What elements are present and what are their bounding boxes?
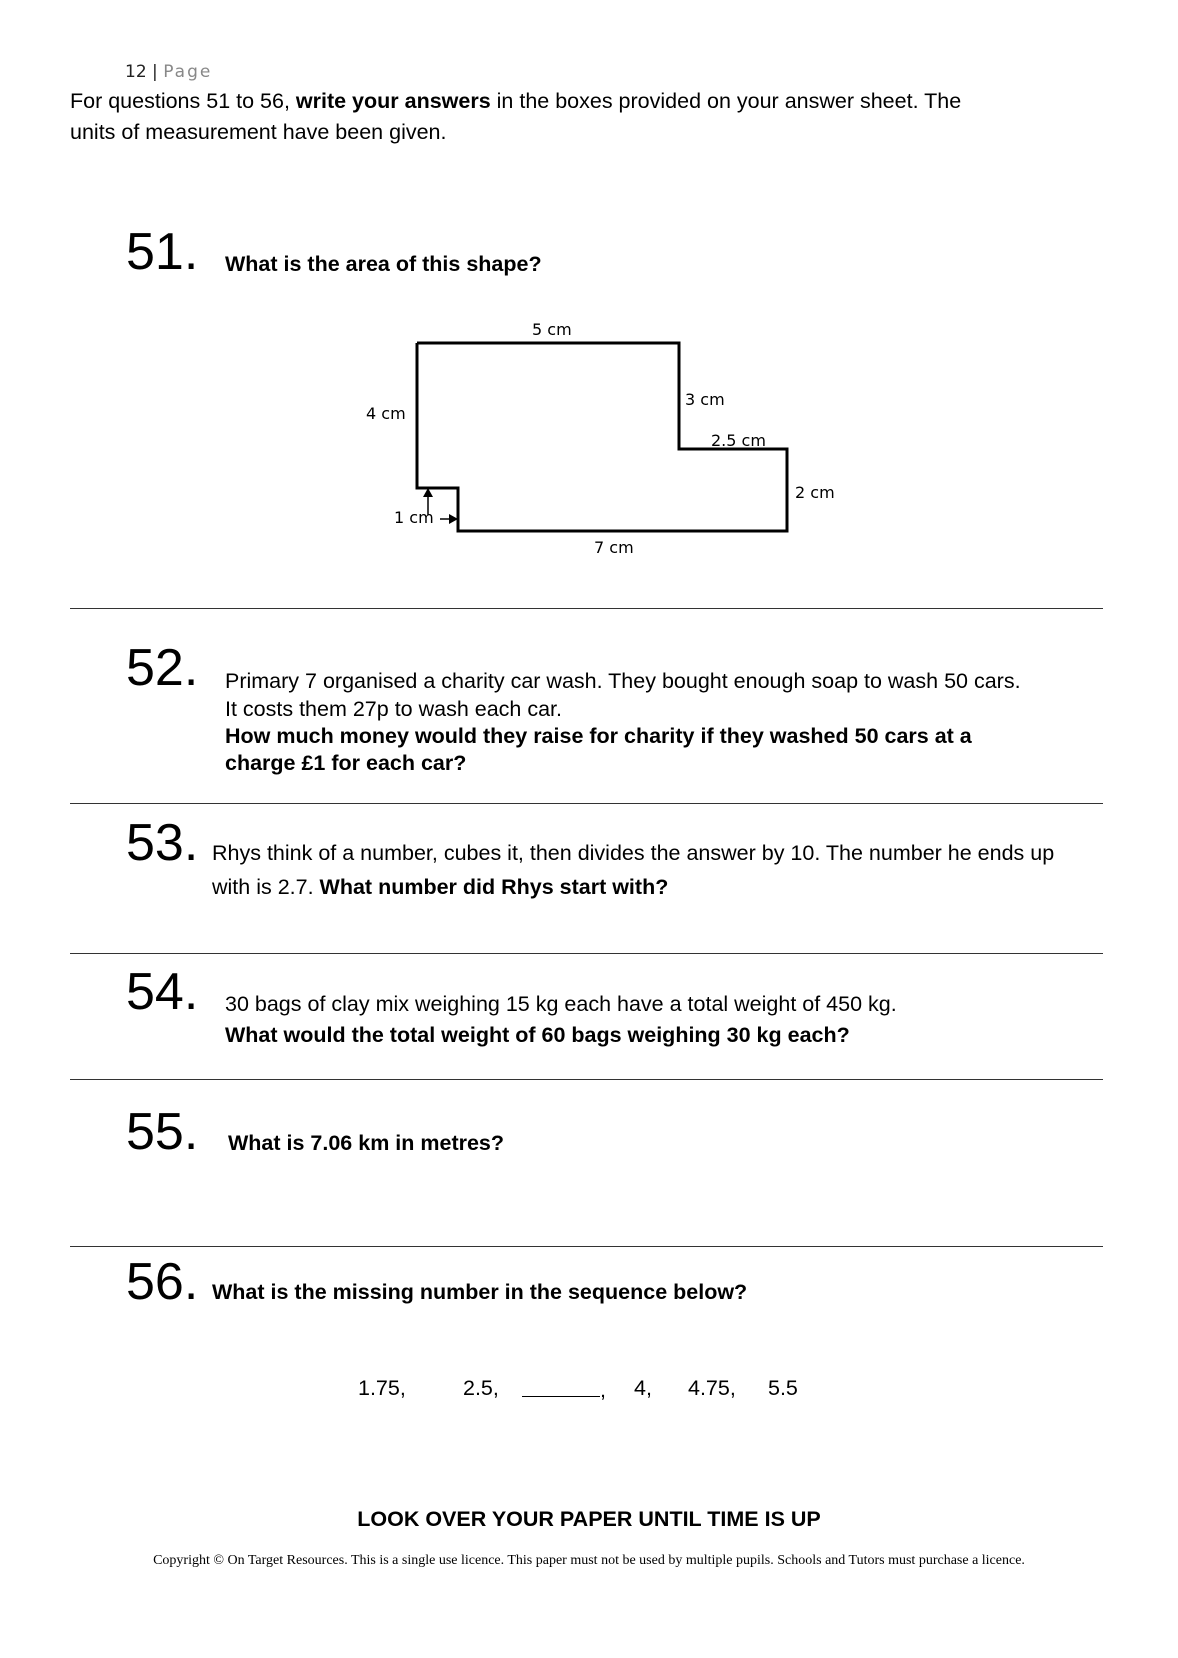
question-number-53: 53. xyxy=(126,814,199,872)
q53-pre: with is 2.7. xyxy=(212,875,320,899)
divider xyxy=(70,803,1103,804)
question-number-55: 55. xyxy=(126,1103,199,1161)
divider xyxy=(70,608,1103,609)
intro-pre: For questions 51 to 56, xyxy=(70,89,296,113)
question-number-51: 51. xyxy=(126,223,199,281)
page-sep: | xyxy=(152,62,158,82)
question-number-52: 52. xyxy=(126,639,199,697)
q53-bold: What number did Rhys start with? xyxy=(319,875,669,899)
question-51-text: What is the area of this shape? xyxy=(225,252,542,276)
question-52-line-1: Primary 7 organised a charity car wash. They bought enough soap to wash 50 cars. xyxy=(225,669,1021,693)
sequence-item: 5.5 xyxy=(768,1376,798,1400)
intro-bold: write your answers xyxy=(295,89,491,113)
label-step: 2.5 cm xyxy=(711,431,766,450)
divider xyxy=(70,1079,1103,1080)
blank-comma: , xyxy=(600,1378,606,1402)
label-top: 5 cm xyxy=(532,320,572,339)
copyright-notice: Copyright © On Target Resources. This is a single use licence. This paper must not be used by multiple pupils. Schools and Tutors must purchase a licence. xyxy=(153,1553,1025,1568)
question-52-bold-2: charge £1 for each car? xyxy=(225,751,467,775)
question-54-bold: What would the total weight of 60 bags weighing 30 kg each? xyxy=(225,1023,850,1047)
question-number-54: 54. xyxy=(126,963,199,1021)
page-num: 12 xyxy=(125,62,147,82)
label-notch: 1 cm xyxy=(394,508,434,527)
question-53-line-2 xyxy=(212,873,668,902)
label-bottom: 7 cm xyxy=(594,538,634,557)
question-52-bold-1: How much money would they raise for charity if they washed 50 cars at a xyxy=(225,724,972,748)
sequence-item: 4, xyxy=(634,1376,652,1400)
sequence-item: 1.75, xyxy=(358,1376,406,1400)
question-52-line-2: It costs them 27p to wash each car. xyxy=(225,697,563,721)
sequence-blank xyxy=(522,1376,606,1403)
sequence-item: 4.75, xyxy=(688,1376,736,1400)
label-right-upper: 3 cm xyxy=(685,390,725,409)
footer-instruction: LOOK OVER YOUR PAPER UNTIL TIME IS UP xyxy=(357,1507,821,1531)
question-53-line-1: Rhys think of a number, cubes it, then divides the answer by 10. The number he ends up xyxy=(212,841,1055,865)
question-number-56: 56. xyxy=(126,1253,199,1311)
label-left: 4 cm xyxy=(366,404,406,423)
divider xyxy=(70,1246,1103,1247)
label-right-lower: 2 cm xyxy=(795,483,835,502)
intro-post: in the boxes provided on your answer sheet. The xyxy=(490,89,962,113)
question-54-line-1: 30 bags of clay mix weighing 15 kg each have a total weight of 450 kg. xyxy=(225,992,897,1016)
page-label: Page xyxy=(163,62,213,82)
intro-line-2: units of measurement have been given. xyxy=(70,120,447,144)
question-55-text: What is 7.06 km in metres? xyxy=(228,1131,505,1155)
shape-diagram xyxy=(0,0,1178,600)
blank-line xyxy=(522,1376,600,1397)
question-56-text: What is the missing number in the sequence below? xyxy=(212,1280,748,1304)
divider xyxy=(70,953,1103,954)
sequence-item: 2.5, xyxy=(463,1376,499,1400)
